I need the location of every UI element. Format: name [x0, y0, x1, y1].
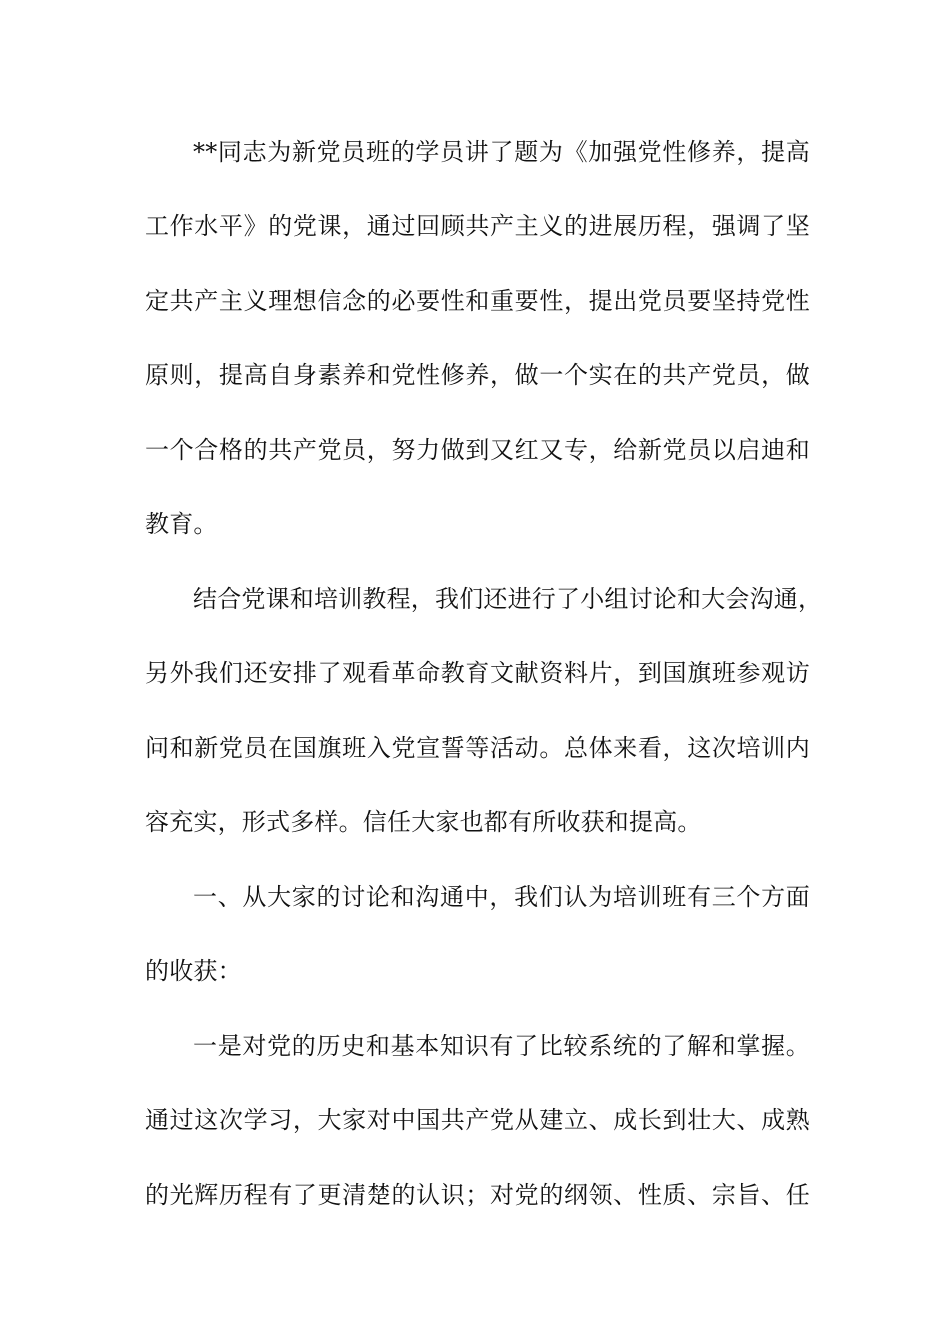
paragraph-4-line-3: 的光辉历程有了更清楚的认识；对党的纲领、性质、宗旨、任 [145, 1181, 810, 1209]
paragraph-4-line-2: 通过这次学习，大家对中国共产党从建立、成长到壮大、成熟 [145, 1106, 810, 1134]
paragraph-3-line-1: 一、从大家的讨论和沟通中，我们认为培训班有三个方面 [193, 883, 810, 911]
paragraph-1-line-4: 原则，提高自身素养和党性修养，做一个实在的共产党员，做 [145, 361, 810, 389]
paragraph-1-line-2: 工作水平》的党课，通过回顾共产主义的进展历程，强调了坚 [145, 212, 810, 240]
paragraph-4-line-1: 一是对党的历史和基本知识有了比较系统的了解和掌握。 [193, 1032, 810, 1060]
paragraph-3-line-2: 的收获： [145, 957, 242, 985]
paragraph-1-line-3: 定共产主义理想信念的必要性和重要性，提出党员要坚持党性 [145, 287, 810, 315]
paragraph-2-line-4: 容充实，形式多样。信任大家也都有所收获和提高。 [145, 808, 702, 836]
paragraph-1-line-5: 一个合格的共产党员，努力做到又红又专，给新党员以启迪和 [145, 436, 810, 464]
paragraph-2-line-2: 另外我们还安排了观看革命教育文献资料片，到国旗班参观访 [145, 659, 810, 687]
paragraph-1-line-6: 教育。 [145, 510, 218, 538]
paragraph-2-line-3: 问和新党员在国旗班入党宣誓等活动。总体来看，这次培训内 [145, 734, 810, 762]
paragraph-1-line-1: **同志为新党员班的学员讲了题为《加强党性修养，提高 [193, 138, 810, 166]
paragraph-2-line-1: 结合党课和培训教程，我们还进行了小组讨论和大会沟通， [193, 585, 823, 613]
